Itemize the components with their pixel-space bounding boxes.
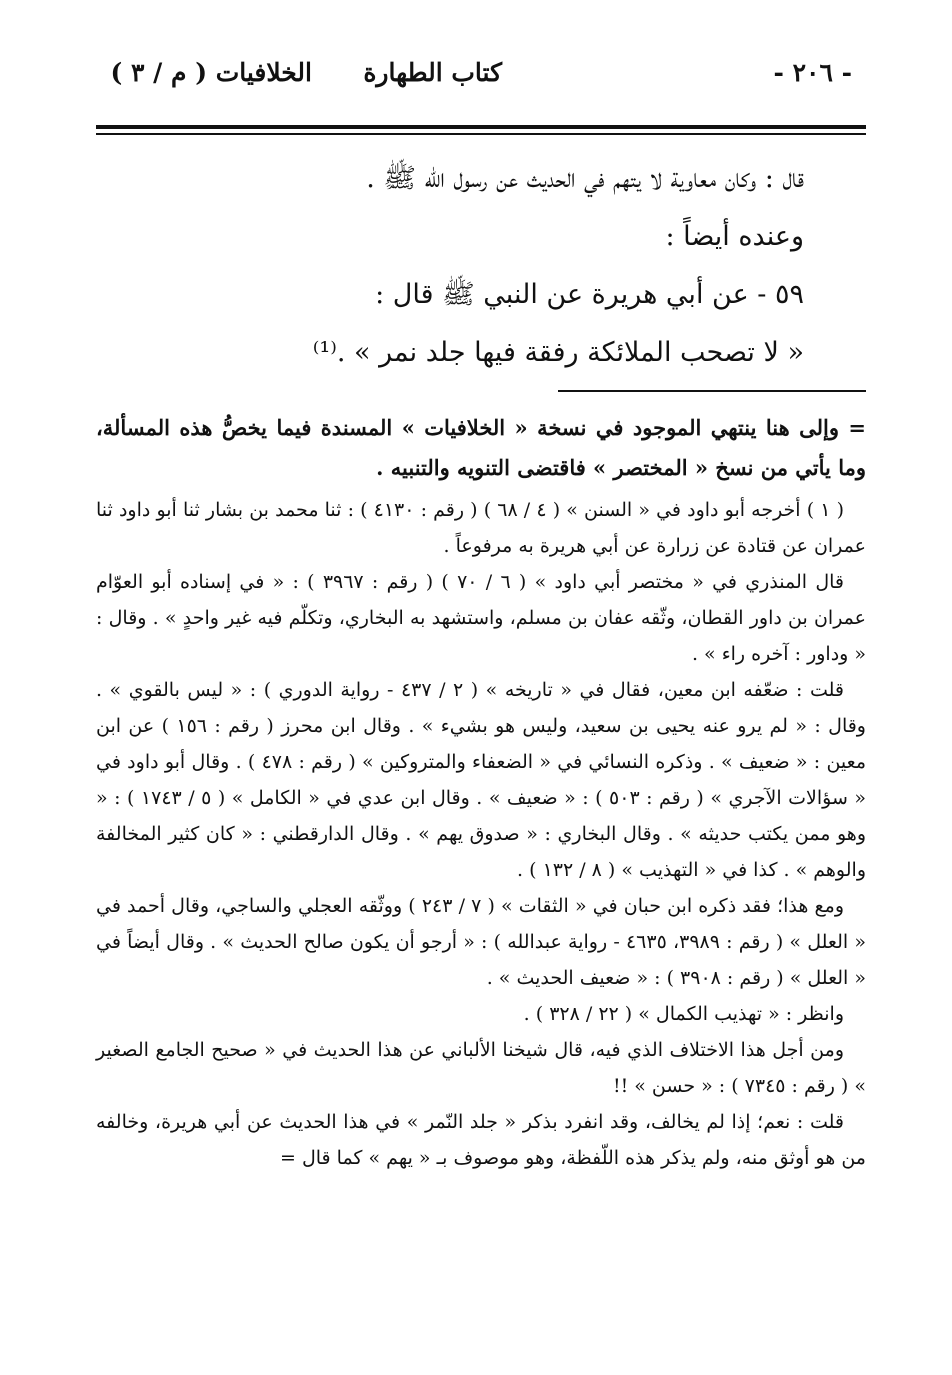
- footnote-paragraph: ومن أجل هذا الاختلاف الذي فيه، قال شيخنا الألباني عن هذا الحديث في « صحيح الجامع الصغير » ( رقم : ٧٣٤٥ ) : « حسن » !!: [96, 1039, 866, 1097]
- book-title: كتاب الطهارة: [363, 58, 502, 87]
- footnote-paragraph: وانظر : « تهذيب الكمال » ( ٢٢ / ٣٢٨ ) .: [523, 1003, 844, 1025]
- footnote-separator: [558, 390, 866, 392]
- footnote-paragraph: قلت : ضعّفه ابن معين، فقال في « تاريخه » ( ٢ / ٤٣٧ - رواية الدوري ) : « ليس بالقوي » . وقال : « لم يرو عنه يحيى بن سعيد، وليس هو بشيء » . وقال ابن محرز ( رقم : ١٥٦ ) عن ابن معين : « ضعيف » . وذكره النسائي في « الضعفاء والمتروكين » ( رقم : ٤٧٨ ) . وقال أبو داود في « سؤالات الآجري » ( رقم : ٥٠٣ ) : « ضعيف » . وقال ابن عدي في « الكامل » ( ٥ / ١٧٤٣ ) : « وهو ممن يكتب حديثه » . وقال البخاري : « صدوق يهم » . وقال الدارقطني : « كان كثير المخالفة والوهم » . كذا في « التهذيب » ( ٨ / ١٣٢ ) .: [96, 679, 867, 881]
- hadith-text: « لا تصحب الملائكة رفقة فيها جلد نمر » .⁽¹⁾: [312, 337, 804, 368]
- page-number: - ٢٠٦ -: [773, 58, 852, 87]
- footnote-paragraph: قال المنذري في « مختصر أبي داود » ( ٦ / ٧٠ ) ( رقم : ٣٩٦٧ ) : « في إسناده أبو العوّام عمران بن داور القطان، وثّقه عفان بن مسلم، واستشهد به البخاري، وتكلّم فيه غير واحدٍ » . وقال : « وداور : آخره راء » .: [96, 571, 866, 665]
- header-rule-thin: [96, 133, 866, 135]
- footnote-continuation: = وإلى هنا ينتهي الموجود في نسخة « الخلافيات » المسندة فيما يخصُّ هذه المسألة، وما يأتي من نسخ « المختصر » فاقتضى التنويه والتنبيه .: [96, 415, 866, 480]
- hadith-heading: ٥٩ - عن أبي هريرة عن النبي ﷺ قال :: [375, 279, 804, 310]
- section-title: الخلافيات ( م / ٣ ): [110, 58, 312, 87]
- main-text: [170, 150, 804, 382]
- footnote-paragraph: قلت : نعم؛ إذا لم يخالف، وقد انفرد بذكر « جلد النّمر » في هذا الحديث عن أبي هريرة، وخالفه من هو أوثق منه، ولم يذكر هذه اللّفظة، وهو موصوف بـ « يهم » كما قال =: [96, 1111, 866, 1169]
- footnote-paragraph: ومع هذا؛ فقد ذكره ابن حبان في « الثقات » ( ٧ / ٢٤٣ ) ووثّقه العجلي والساجي، وقال أحمد في « العلل » ( رقم : ٣٩٨٩، ٤٦٣٥ - رواية عبدالله ) : « أرجو أن يكون صالح الحديث » . وقال أيضاً في « العلل » ( رقم : ٣٩٠٨ ) : « ضعيف الحديث » .: [96, 895, 866, 989]
- footnotes: [96, 408, 866, 1176]
- main-line: وعنده أيضاً :: [665, 221, 804, 252]
- page-header: [96, 48, 862, 104]
- main-line: قال : وكان معاوية لا يتهم في الحديث عن رسول الله ﷺ .: [366, 163, 804, 194]
- footnote-paragraph: ( ١ ) أخرجه أبو داود في « السنن » ( ٤ / ٦٨ ) ( رقم : ٤١٣٠ ) : ثنا محمد بن بشار ثنا أبو داود ثنا عمران عن قتادة عن زرارة عن أبي هريرة به مرفوعاً .: [96, 499, 866, 557]
- header-rule-thick: [96, 125, 866, 129]
